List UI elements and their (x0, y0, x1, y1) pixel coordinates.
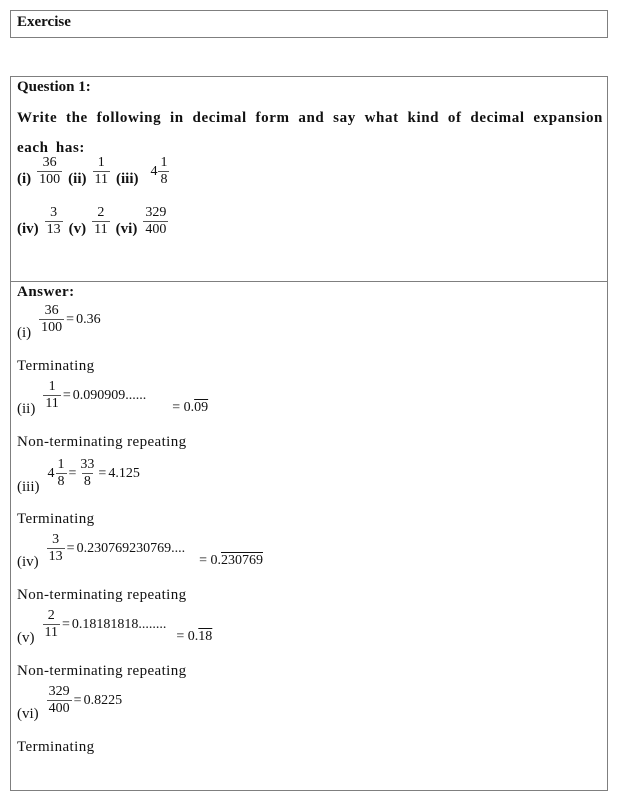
tail-prefix: = 0. (199, 553, 221, 568)
repeating-digits: 230769 (220, 553, 263, 568)
answer-item-label: (v) (17, 630, 35, 646)
denominator: 100 (39, 172, 61, 187)
decimal-expansion: 0.18181818........ (71, 616, 167, 632)
whole-part: 4 (150, 163, 158, 179)
exercise-title: Exercise (17, 14, 71, 30)
numerator: 2 (97, 205, 105, 220)
decimal-value: 0.36 (76, 311, 101, 327)
mixed-fraction (150, 155, 169, 188)
decimal-expansion: 0.090909...... (72, 387, 147, 403)
question-item-label: (ii) (68, 171, 87, 187)
numerator: 2 (47, 608, 55, 623)
answer-item-label: (iii) (17, 479, 40, 495)
numerator: 3 (50, 205, 58, 220)
numerator: 36 (44, 303, 59, 318)
denominator: 8 (160, 172, 168, 187)
repeating-notation (176, 629, 212, 645)
answer-kind: Terminating (17, 511, 95, 527)
exercise-header-box (10, 10, 608, 38)
equals-sign: = (66, 540, 75, 556)
fraction (45, 205, 63, 238)
question-item-label: (iv) (17, 221, 39, 237)
fraction (93, 155, 110, 188)
equals-sign: = (98, 465, 107, 481)
numerator: 1 (48, 379, 56, 394)
answer-expression (47, 532, 185, 565)
decimal-value: 0.8225 (83, 692, 123, 708)
section-divider (11, 281, 607, 282)
answer-kind: Non-terminating repeating (17, 663, 187, 679)
question-items-row-2 (17, 207, 168, 240)
denominator: 400 (145, 222, 167, 237)
denominator: 11 (94, 172, 108, 187)
numerator: 1 (57, 457, 65, 472)
tail-prefix: = 0. (176, 629, 199, 644)
answer-item-5 (17, 608, 213, 647)
denominator: 13 (46, 222, 61, 237)
repeating-notation (199, 553, 263, 569)
repeating-digits: 09 (194, 400, 209, 415)
fraction (37, 155, 62, 188)
question-item-label: (v) (68, 221, 87, 237)
answer-item-1 (17, 303, 101, 342)
answer-expression (39, 303, 100, 336)
numerator: 36 (42, 155, 57, 170)
answer-item-label: (i) (17, 325, 32, 341)
numerator: 329 (145, 205, 167, 220)
answer-expression (47, 684, 122, 717)
tail-prefix: = 0. (172, 400, 195, 415)
answer-item-4 (17, 532, 263, 571)
numerator: 3 (52, 532, 60, 547)
answer-expression (48, 457, 140, 490)
denominator: 11 (44, 625, 58, 640)
answer-item-6 (17, 684, 123, 723)
denominator: 13 (48, 549, 63, 564)
numerator: 1 (97, 155, 105, 170)
numerator: 329 (48, 684, 70, 699)
answer-kind: Non-terminating repeating (17, 587, 187, 603)
denominator: 400 (48, 701, 70, 716)
fraction (92, 205, 109, 238)
repeating-digits: 18 (198, 629, 213, 644)
answer-kind: Terminating (17, 739, 95, 755)
answer-item-label: (vi) (17, 706, 39, 722)
answer-item-label: (ii) (17, 401, 36, 417)
whole-part: 4 (47, 465, 55, 481)
equals-sign: = (66, 311, 75, 327)
equals-sign: = (68, 465, 77, 481)
question-heading: Question 1: (17, 79, 91, 95)
answer-kind: Non-terminating repeating (17, 434, 187, 450)
answer-expression (43, 379, 146, 412)
decimal-expansion: 0.230769230769.... (76, 540, 186, 556)
question-item-label: (vi) (115, 221, 138, 237)
answer-item-3 (17, 457, 140, 496)
denominator: 11 (94, 222, 108, 237)
numerator: 33 (80, 457, 95, 472)
answer-item-label: (iv) (17, 554, 39, 570)
fraction (143, 205, 168, 238)
equals-sign: = (61, 616, 70, 632)
question-items-row-1 (17, 157, 169, 190)
denominator: 8 (83, 474, 91, 489)
question-prompt: Write the following in decimal form and say what kind of decimal expansion each has: (17, 110, 603, 156)
repeating-notation (172, 400, 208, 416)
denominator: 11 (45, 396, 59, 411)
denominator: 100 (41, 320, 63, 335)
answer-item-2 (17, 379, 209, 418)
answer-heading: Answer: (17, 284, 75, 300)
equals-sign: = (62, 387, 71, 403)
question-answer-box (10, 76, 608, 791)
answer-expression (43, 608, 167, 641)
question-item-label: (iii) (115, 171, 139, 187)
question-item-label: (i) (17, 171, 32, 187)
denominator: 8 (57, 474, 65, 489)
answer-kind: Terminating (17, 358, 95, 374)
numerator: 1 (160, 155, 168, 170)
decimal-value: 4.125 (108, 465, 140, 481)
equals-sign: = (73, 692, 82, 708)
